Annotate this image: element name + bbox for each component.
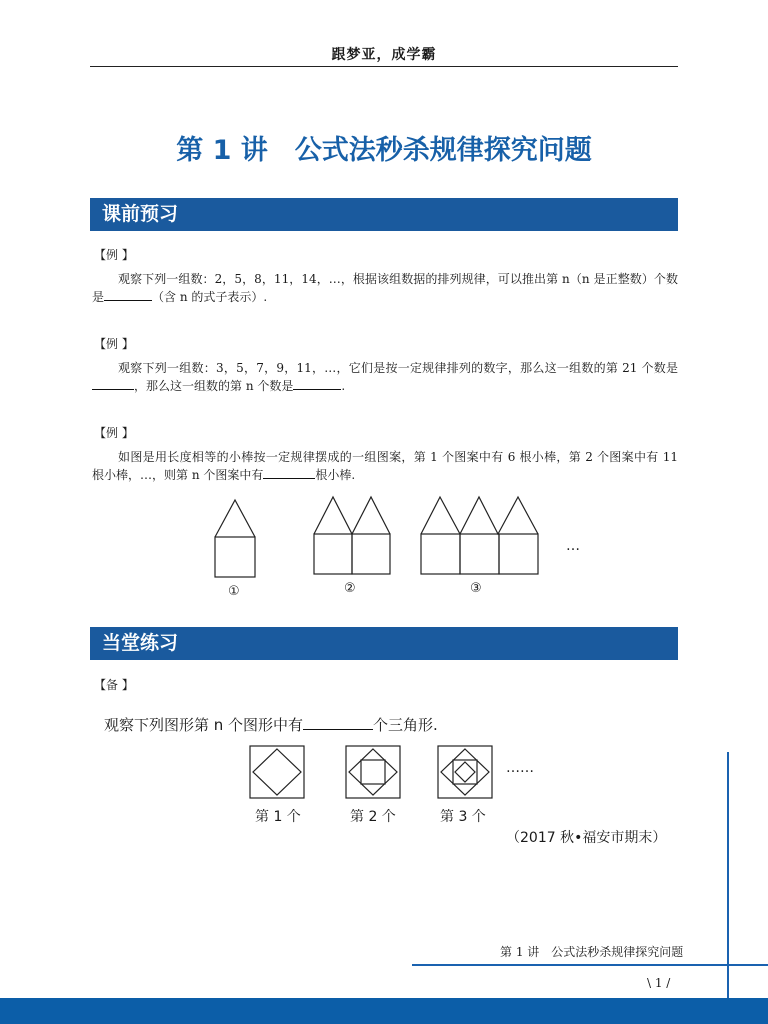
example-tag-3: 【例 】 <box>94 426 134 440</box>
nested-ellipsis: …… <box>506 760 534 776</box>
example-2-text-a: 观察下列一组数：3，5，7，9，11，…，它们是按一定规律排列的数字，那么这一组数的第 21 个数是 <box>118 361 678 375</box>
practice-tag: 【备 】 <box>94 678 134 692</box>
example-2-text-c: . <box>341 379 346 393</box>
header-slogan: 跟梦亚，成学霸 <box>331 47 437 63</box>
section-bar-preview: 课前预习 <box>90 198 678 231</box>
nested-figure-2 <box>346 746 400 798</box>
nested-figure-1 <box>250 746 304 798</box>
practice-question-b: 个三角形. <box>373 716 438 734</box>
example-3-text-b: 根小棒. <box>315 468 356 482</box>
figure-caption-2: 第 2 个 <box>350 809 396 825</box>
example-tag-2: 【例 】 <box>94 337 134 351</box>
question-source: （2017 秋•福安市期末） <box>506 830 667 846</box>
footer-title: 第 1 讲 公式法秒杀规律探究问题 <box>500 945 684 959</box>
practice-question-a: 观察下列图形第 n 个图形中有 <box>104 716 304 734</box>
example-1-text-a: 观察下列一组数：2，5，8，11，14，…，根据该组数据的排列规律，可以推出第 n（n 是正整数）个数是 <box>92 272 678 304</box>
example-tag-1: 【例 】 <box>94 248 134 262</box>
house-label-1: ① <box>228 584 240 599</box>
house-label-2: ② <box>344 581 356 596</box>
house-label-3: ③ <box>470 581 482 596</box>
bottom-band <box>0 998 768 1024</box>
section-bar-practice: 当堂练习 <box>90 627 678 660</box>
house-ellipsis: … <box>566 538 580 554</box>
example-2-text-b: ，那么这一组数的第 n 个数是 <box>134 379 294 393</box>
figure-caption-1: 第 1 个 <box>255 809 301 825</box>
page-title: 第 1 讲 公式法秒杀规律探究问题 <box>176 135 592 166</box>
footer-rule <box>412 964 768 966</box>
nested-figure-3 <box>438 746 492 798</box>
example-3-text-a: 如图是用长度相等的小棒按一定规律摆成的一组图案，第 1 个图案中有 6 根小棒，第 2 个图案中有 11 根小棒，…，则第 n 个图案中有 <box>92 450 678 482</box>
figure-caption-3: 第 3 个 <box>440 809 486 825</box>
page-number: \ 1 / <box>647 976 671 990</box>
example-1-text-b: （含 n 的式子表示）. <box>152 290 268 304</box>
footer-vertical-rule <box>727 752 729 998</box>
